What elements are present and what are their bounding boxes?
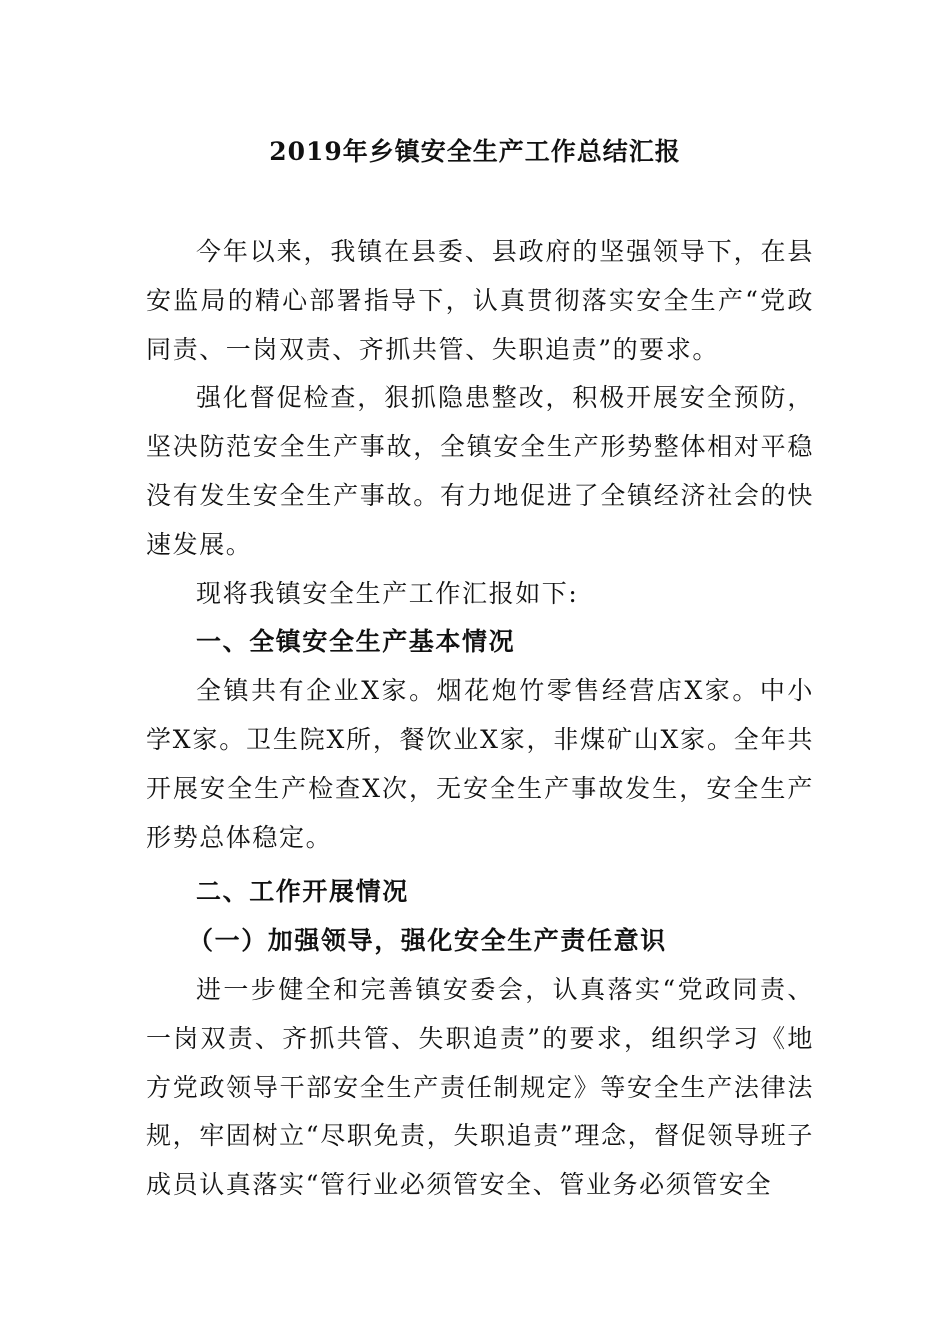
intro-paragraph-1: 今年以来，我镇在县委、县政府的坚强领导下，在县安监局的精心部署指导下，认真贯彻落实安全生产“党政同责、一岗双责、齐抓共管、失职追责”的要求。 [146, 237, 814, 364]
section-2-subheading: （一）加强领导，强化安全生产责任意识 [188, 926, 667, 956]
section-1-heading: 一、全镇安全生产基本情况 [196, 627, 516, 657]
intro-paragraph-3: 现将我镇安全生产工作汇报如下: [196, 578, 579, 608]
section-2-paragraph: 进一步健全和完善镇安委会，认真落实“党政同责、一岗双责、齐抓共管、失职追责”的要求，组织学习《地方党政领导干部安全生产责任制规定》等安全生产法律法规，牢固树立“尽职免责，失职追责”理念，督促领导班子成员认真落实“管行业必须管安全、管业务必须管安全 [146, 974, 814, 1200]
document-body [146, 228, 814, 1210]
document-title: 2019年乡镇安全生产工作总结汇报 [269, 137, 681, 166]
section-2-heading: 二、工作开展情况 [196, 877, 409, 907]
intro-paragraph-2: 强化督促检查，狠抓隐患整改，积极开展安全预防，坚决防范安全生产事故，全镇安全生产形势整体相对平稳没有发生安全生产事故。有力地促进了全镇经济社会的快速发展。 [146, 383, 814, 559]
section-1-paragraph: 全镇共有企业X家。烟花炮竹零售经营店X家。中小学X家。卫生院X所，餐饮业X家，非煤矿山X家。全年共开展安全生产检查X次，无安全生产事故发生，安全生产形势总体稳定。 [146, 676, 814, 852]
